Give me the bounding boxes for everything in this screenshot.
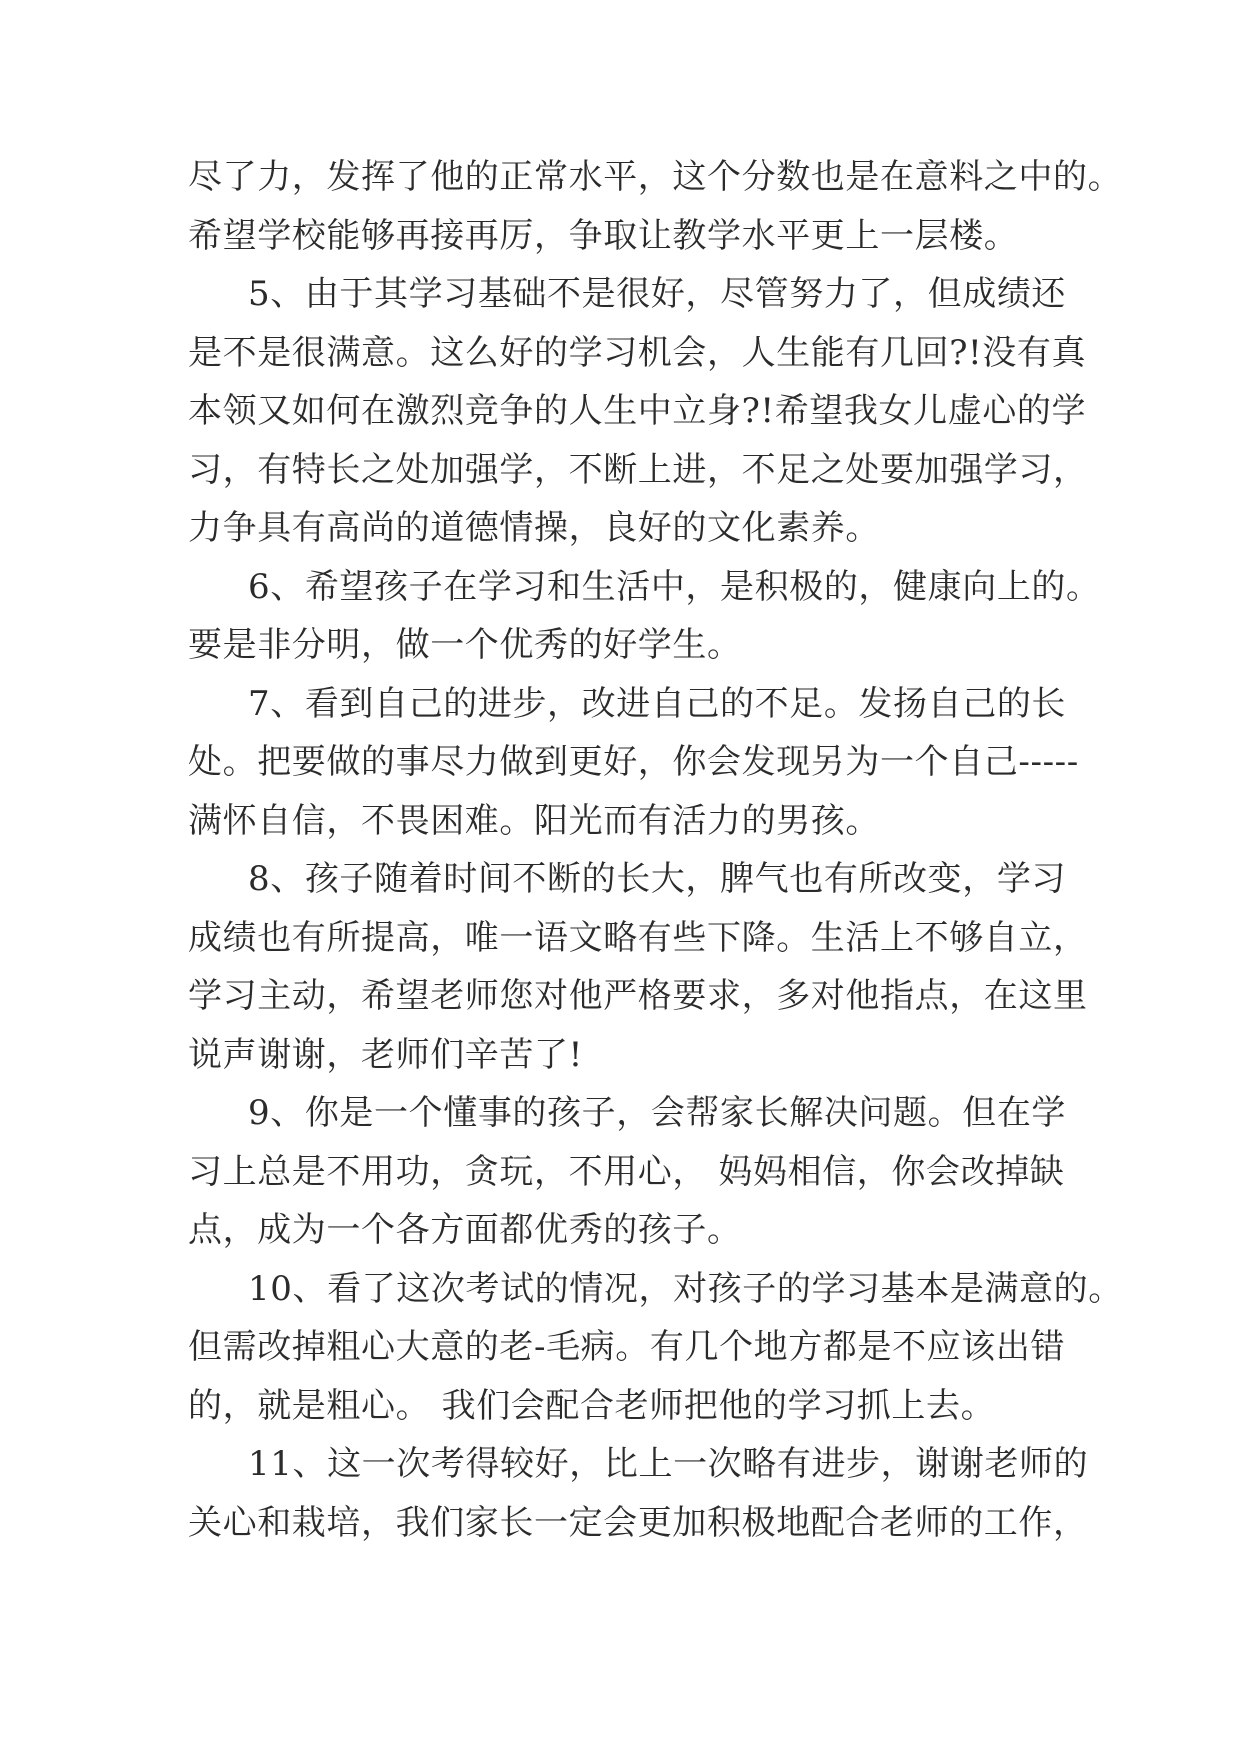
text-line: 的，就是粗心。 我们会配合老师把他的学习抓上去。	[188, 1385, 996, 1426]
text-line: 希望学校能够再接再厉，争取让教学水平更上一层楼。	[188, 215, 1019, 256]
text-line: 满怀自信，不畏困难。阳光而有活力的男孩。	[188, 800, 880, 841]
text-line: 要是非分明，做一个优秀的好学生。	[188, 625, 742, 665]
text-line: 点，成为一个各方面都优秀的孩子。	[188, 1210, 742, 1250]
text-line: 是不是很满意。这么好的学习机会，人生能有几回?!没有真	[188, 332, 1087, 373]
paragraph-6-start: 6、希望孩子在学习和生活中，是积极的，健康向上的。	[248, 566, 1101, 607]
text-line: 关心和栽培，我们家长一定会更加积极地配合老师的工作，	[188, 1502, 1088, 1543]
paragraph-7-start: 7、看到自己的进步，改进自己的不足。发扬自己的长	[248, 683, 1067, 724]
text-line: 处。把要做的事尽力做到更好，你会发现另为一个自己-----	[188, 742, 1079, 782]
text-line: 说声谢谢，老师们辛苦了!	[188, 1034, 583, 1075]
paragraph-11-start: 11、这一次考得较好，比上一次略有进步，谢谢老师的	[248, 1444, 1089, 1484]
paragraph-10-start: 10、看了这次考试的情况，对孩子的学习基本是满意的。	[248, 1268, 1123, 1309]
text-line: 学习主动，希望老师您对他严格要求，多对他指点，在这里	[188, 976, 1088, 1016]
paragraph-5-start: 5、由于其学习基础不是很好，尽管努力了，但成绩还	[248, 274, 1067, 314]
paragraph-8-start: 8、孩子随着时间不断的长大，脾气也有所改变，学习	[248, 859, 1067, 899]
paragraph-9-start: 9、你是一个懂事的孩子，会帮家长解决问题。但在学	[248, 1093, 1067, 1133]
text-line: 习，有特长之处加强学，不断上进，不足之处要加强学习，	[188, 449, 1088, 490]
text-line: 尽了力，发挥了他的正常水平，这个分数也是在意料之中的。	[188, 157, 1123, 197]
text-line: 习上总是不用功，贪玩，不用心， 妈妈相信，你会改掉缺	[188, 1151, 1065, 1192]
text-line: 但需改掉粗心大意的老-毛病。有几个地方都是不应该出错	[188, 1327, 1066, 1367]
text-line: 力争具有高尚的道德情操，良好的文化素养。	[188, 508, 880, 548]
text-line: 成绩也有所提高，唯一语文略有些下降。生活上不够自立，	[188, 917, 1088, 958]
body-text	[188, 148, 1123, 1552]
text-line: 本领又如何在激烈竞争的人生中立身?!希望我女儿虚心的学	[188, 391, 1087, 431]
